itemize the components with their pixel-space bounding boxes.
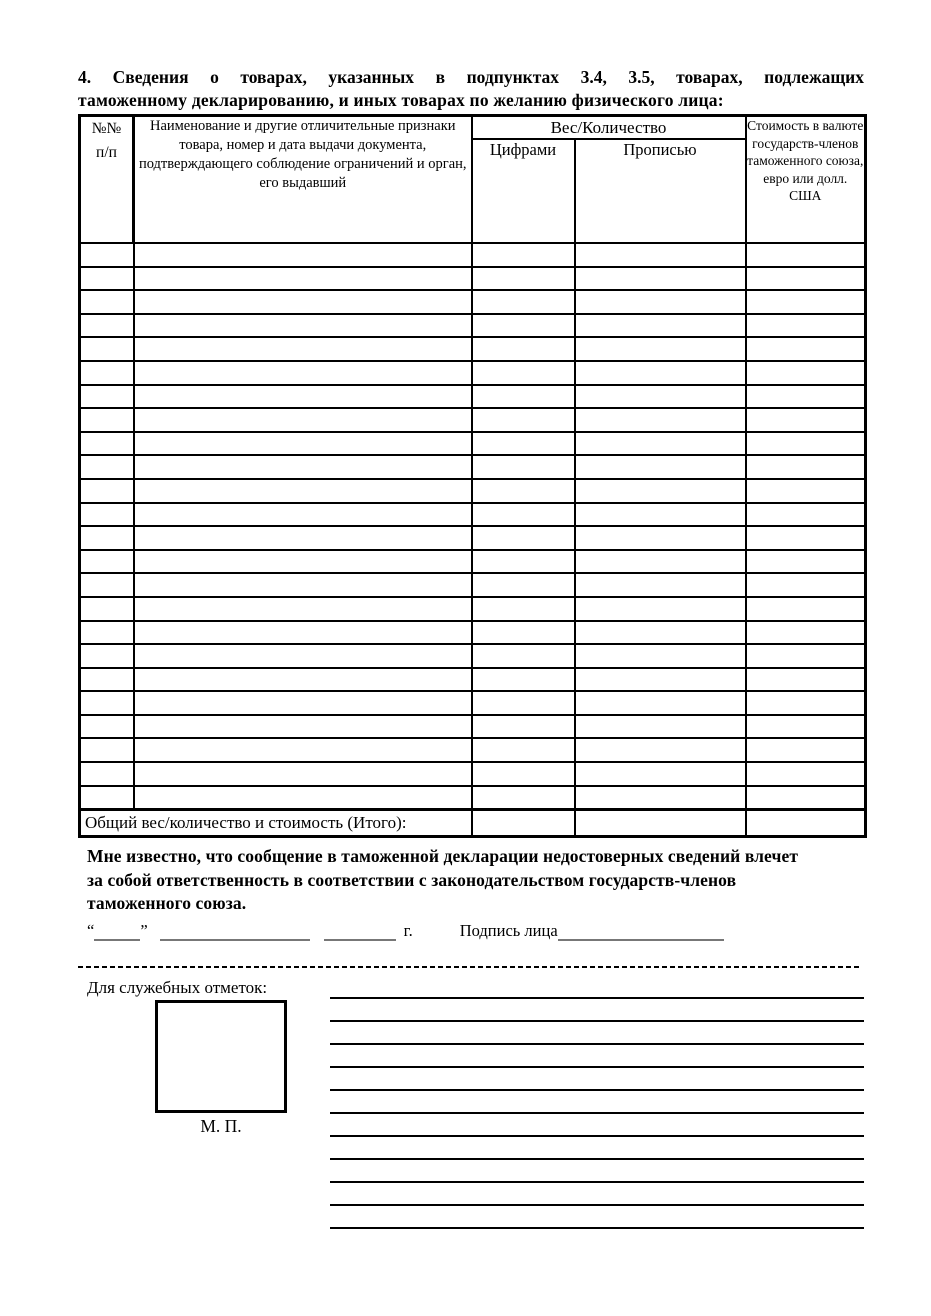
writing-line bbox=[330, 1089, 864, 1091]
empty-cell bbox=[134, 573, 472, 597]
quote-close: ” bbox=[140, 920, 148, 940]
header-cost-column: Стоимость в валюте государств-членов таможенного союза, евро или долл. США bbox=[746, 116, 866, 244]
header-weight-digits: Цифрами bbox=[472, 139, 575, 243]
year-suffix: г. bbox=[403, 920, 413, 940]
header-number-line1: №№ bbox=[91, 120, 122, 137]
empty-cell bbox=[134, 267, 472, 291]
section-title-line2: таможенному декларированию, и иных товарах по желанию физического лица: bbox=[78, 90, 724, 110]
empty-cell bbox=[134, 715, 472, 739]
table-row bbox=[80, 361, 866, 385]
writing-line bbox=[330, 1181, 864, 1183]
table-row bbox=[80, 621, 866, 645]
empty-cell bbox=[472, 762, 575, 786]
empty-cell bbox=[746, 337, 866, 361]
empty-cell bbox=[575, 762, 746, 786]
empty-cell bbox=[575, 715, 746, 739]
empty-cell bbox=[746, 597, 866, 621]
empty-cell bbox=[80, 573, 134, 597]
table-row bbox=[80, 479, 866, 503]
table-row bbox=[80, 337, 866, 361]
writing-line bbox=[330, 1020, 864, 1022]
empty-cell bbox=[746, 267, 866, 291]
empty-cell bbox=[746, 550, 866, 574]
empty-cell bbox=[575, 408, 746, 432]
empty-cell bbox=[472, 455, 575, 479]
empty-cell bbox=[746, 479, 866, 503]
empty-cell bbox=[575, 290, 746, 314]
empty-cell bbox=[575, 691, 746, 715]
empty-cell bbox=[472, 715, 575, 739]
empty-cell bbox=[575, 337, 746, 361]
empty-cell bbox=[575, 621, 746, 645]
empty-cell bbox=[472, 573, 575, 597]
writing-line bbox=[330, 1112, 864, 1114]
header-weight-words: Прописью bbox=[575, 139, 746, 243]
document-page bbox=[78, 66, 864, 1229]
empty-cell bbox=[134, 550, 472, 574]
empty-cell bbox=[575, 550, 746, 574]
table-row bbox=[80, 573, 866, 597]
empty-cell bbox=[746, 243, 866, 267]
goods-table bbox=[78, 114, 867, 838]
service-marks-section bbox=[78, 977, 864, 1229]
empty-cell bbox=[80, 668, 134, 692]
empty-cell bbox=[80, 526, 134, 550]
empty-cell bbox=[80, 597, 134, 621]
signature-blank bbox=[558, 921, 724, 941]
empty-cell bbox=[746, 644, 866, 668]
empty-cell bbox=[134, 455, 472, 479]
empty-cell bbox=[80, 243, 134, 267]
total-row bbox=[80, 810, 866, 837]
header-name-column: Наименование и другие отличительные признаки товара, номер и дата выдачи документа, подтверждающего соблюдение ограничений и орган, его выдавший bbox=[134, 116, 472, 244]
empty-cell bbox=[575, 314, 746, 338]
empty-cell bbox=[472, 644, 575, 668]
declaration-line3: таможенного союза. bbox=[87, 893, 247, 914]
table-row bbox=[80, 762, 866, 786]
declaration-line1: Мне известно, что сообщение в таможенной декларации недостоверных сведений влечет bbox=[87, 846, 799, 867]
table-row bbox=[80, 715, 866, 739]
empty-cell bbox=[80, 432, 134, 456]
empty-cell bbox=[575, 573, 746, 597]
empty-cell bbox=[134, 621, 472, 645]
empty-cell bbox=[134, 738, 472, 762]
empty-cell bbox=[746, 526, 866, 550]
section-title-line1: 4. Сведения о товарах, указанных в подпунктах 3.4, 3.5, товарах, подлежащих bbox=[78, 67, 864, 87]
empty-cell bbox=[575, 597, 746, 621]
empty-cell bbox=[746, 385, 866, 409]
empty-cell bbox=[134, 337, 472, 361]
empty-cell bbox=[472, 243, 575, 267]
date-signature-row bbox=[87, 917, 864, 941]
empty-cell bbox=[134, 786, 472, 810]
empty-cell bbox=[472, 361, 575, 385]
empty-cell bbox=[472, 786, 575, 810]
empty-cell bbox=[80, 644, 134, 668]
table-row bbox=[80, 314, 866, 338]
table-row bbox=[80, 267, 866, 291]
empty-cell bbox=[575, 361, 746, 385]
empty-cell bbox=[80, 337, 134, 361]
dashed-separator bbox=[78, 966, 860, 968]
empty-cell bbox=[472, 267, 575, 291]
stamp-label: М. П. bbox=[200, 1115, 242, 1136]
empty-cell bbox=[746, 715, 866, 739]
empty-cell bbox=[134, 668, 472, 692]
empty-cell bbox=[746, 573, 866, 597]
empty-cell bbox=[472, 526, 575, 550]
service-marks-label: Для служебных отметок: bbox=[87, 977, 268, 997]
empty-cell bbox=[472, 503, 575, 527]
empty-cell bbox=[746, 668, 866, 692]
empty-cell bbox=[575, 455, 746, 479]
table-row bbox=[80, 503, 866, 527]
header-number-column bbox=[80, 116, 134, 244]
empty-cell bbox=[80, 503, 134, 527]
table-row bbox=[80, 786, 866, 810]
empty-cell bbox=[746, 621, 866, 645]
signature-label: Подпись лица bbox=[459, 920, 558, 940]
empty-cell bbox=[575, 644, 746, 668]
empty-cell bbox=[134, 314, 472, 338]
date-month-blank bbox=[160, 921, 310, 941]
empty-cell bbox=[472, 385, 575, 409]
table-row bbox=[80, 526, 866, 550]
writing-line bbox=[330, 1158, 864, 1160]
total-label: Общий вес/количество и стоимость (Итого): bbox=[80, 810, 472, 837]
empty-cell bbox=[472, 408, 575, 432]
empty-cell bbox=[472, 314, 575, 338]
empty-cell bbox=[746, 314, 866, 338]
table-row bbox=[80, 385, 866, 409]
empty-cell bbox=[80, 290, 134, 314]
stamp-area bbox=[155, 1000, 287, 1137]
empty-cell bbox=[134, 503, 472, 527]
table-row bbox=[80, 432, 866, 456]
empty-cell bbox=[80, 267, 134, 291]
table-header-row-1 bbox=[80, 116, 866, 140]
empty-cell bbox=[575, 385, 746, 409]
empty-cell bbox=[575, 432, 746, 456]
empty-cell bbox=[134, 691, 472, 715]
empty-cell bbox=[746, 290, 866, 314]
empty-cell bbox=[80, 715, 134, 739]
empty-cell bbox=[134, 385, 472, 409]
table-body bbox=[80, 243, 866, 810]
table-row bbox=[80, 644, 866, 668]
writing-line bbox=[330, 1066, 864, 1068]
empty-cell bbox=[746, 738, 866, 762]
empty-cell bbox=[134, 408, 472, 432]
writing-line bbox=[330, 1204, 864, 1206]
date-year-blank bbox=[324, 921, 396, 941]
empty-cell bbox=[575, 267, 746, 291]
empty-cell bbox=[80, 455, 134, 479]
empty-cell bbox=[134, 644, 472, 668]
empty-cell bbox=[134, 290, 472, 314]
empty-cell bbox=[80, 479, 134, 503]
empty-cell bbox=[575, 668, 746, 692]
empty-cell bbox=[575, 526, 746, 550]
table-row bbox=[80, 691, 866, 715]
header-weight-group: Вес/Количество bbox=[472, 116, 746, 140]
empty-cell bbox=[575, 243, 746, 267]
service-marks-left bbox=[78, 977, 330, 1229]
empty-cell bbox=[472, 290, 575, 314]
service-writing-lines bbox=[330, 977, 864, 1229]
table-row bbox=[80, 455, 866, 479]
empty-cell bbox=[134, 597, 472, 621]
empty-cell bbox=[746, 408, 866, 432]
empty-cell bbox=[80, 314, 134, 338]
empty-cell bbox=[746, 503, 866, 527]
declaration-line2: за собой ответственность в соответствии с законодательством государств-членов bbox=[87, 869, 737, 890]
stamp-box bbox=[155, 1000, 287, 1113]
empty-cell bbox=[80, 621, 134, 645]
empty-cell bbox=[472, 738, 575, 762]
empty-cell bbox=[472, 550, 575, 574]
total-weight-words-cell bbox=[575, 810, 746, 837]
empty-cell bbox=[134, 526, 472, 550]
empty-cell bbox=[746, 786, 866, 810]
table-row bbox=[80, 738, 866, 762]
empty-cell bbox=[746, 455, 866, 479]
declaration-statement bbox=[87, 845, 864, 916]
empty-cell bbox=[472, 691, 575, 715]
empty-cell bbox=[746, 691, 866, 715]
empty-cell bbox=[472, 668, 575, 692]
empty-cell bbox=[575, 479, 746, 503]
empty-cell bbox=[80, 786, 134, 810]
empty-cell bbox=[80, 738, 134, 762]
empty-cell bbox=[472, 597, 575, 621]
empty-cell bbox=[80, 361, 134, 385]
total-weight-digits-cell bbox=[472, 810, 575, 837]
empty-cell bbox=[134, 361, 472, 385]
table-row bbox=[80, 408, 866, 432]
quote-open: “ bbox=[87, 920, 95, 940]
empty-cell bbox=[80, 408, 134, 432]
empty-cell bbox=[472, 337, 575, 361]
header-number-line2: п/п bbox=[96, 144, 117, 161]
empty-cell bbox=[80, 550, 134, 574]
writing-line bbox=[330, 1227, 864, 1229]
empty-cell bbox=[134, 479, 472, 503]
empty-cell bbox=[80, 385, 134, 409]
table-row bbox=[80, 243, 866, 267]
empty-cell bbox=[134, 762, 472, 786]
table-row bbox=[80, 290, 866, 314]
empty-cell bbox=[575, 786, 746, 810]
empty-cell bbox=[80, 762, 134, 786]
date-day-blank bbox=[94, 921, 140, 941]
empty-cell bbox=[134, 432, 472, 456]
empty-cell bbox=[746, 361, 866, 385]
writing-line bbox=[330, 1135, 864, 1137]
empty-cell bbox=[575, 503, 746, 527]
table-row bbox=[80, 597, 866, 621]
empty-cell bbox=[746, 432, 866, 456]
writing-line bbox=[330, 997, 864, 999]
empty-cell bbox=[746, 762, 866, 786]
total-cost-cell bbox=[746, 810, 866, 837]
empty-cell bbox=[134, 243, 472, 267]
empty-cell bbox=[472, 621, 575, 645]
table-row bbox=[80, 668, 866, 692]
table-row bbox=[80, 550, 866, 574]
empty-cell bbox=[575, 738, 746, 762]
empty-cell bbox=[472, 432, 575, 456]
writing-line bbox=[330, 1043, 864, 1045]
section-title bbox=[78, 66, 864, 112]
empty-cell bbox=[472, 479, 575, 503]
empty-cell bbox=[80, 691, 134, 715]
